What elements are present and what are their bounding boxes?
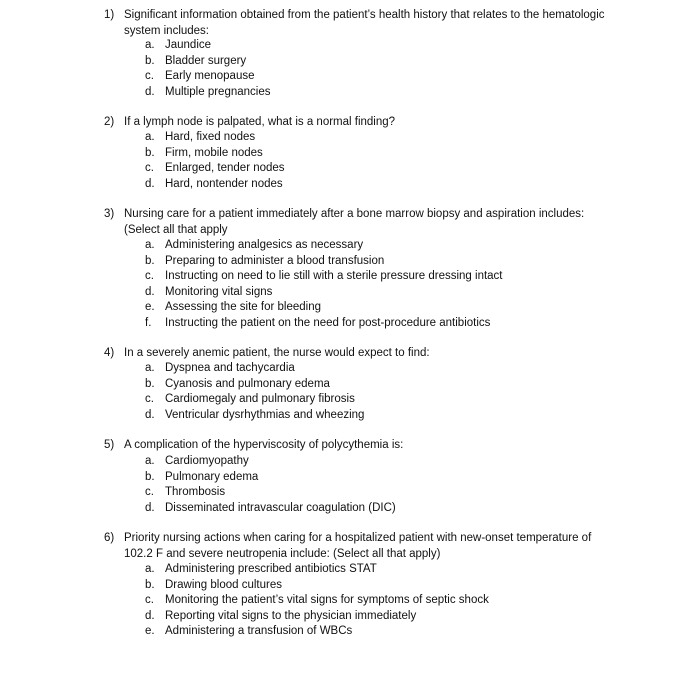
option-text: Administering analgesics as necessary <box>165 239 364 251</box>
option-a <box>0 562 700 578</box>
option-a <box>0 361 700 377</box>
option-letter: d. <box>145 501 155 514</box>
option-letter: c. <box>145 393 154 406</box>
option-letter: a. <box>145 131 155 143</box>
option-f <box>0 316 700 332</box>
option-text: Hard, nontender nodes <box>165 177 283 190</box>
option-letter: b. <box>145 377 155 390</box>
question-text: Priority nursing actions when caring for a hospitalized patient with new-onset temperature of 102.2 F and severe neutropenia include: (Select all that apply) <box>124 532 592 560</box>
option-letter: a. <box>145 362 155 374</box>
option-c <box>0 269 700 285</box>
option-c <box>0 392 700 408</box>
option-text: Instructing on need to lie still with a sterile pressure dressing intact <box>165 270 503 283</box>
option-letter: d. <box>145 177 155 190</box>
question-text: Nursing care for a patient immediately after a bone marrow biopsy and aspiration includes: (Select all that apply <box>124 208 585 236</box>
option-letter: e. <box>145 625 155 638</box>
option-text: Assessing the site for bleeding <box>165 301 321 314</box>
option-b <box>0 377 700 393</box>
option-letter: b. <box>145 578 155 591</box>
question-text: In a severely anemic patient, the nurse would expect to find: <box>124 347 430 359</box>
option-letter: a. <box>145 239 155 251</box>
option-text: Ventricular dysrhythmias and wheezing <box>165 408 365 421</box>
option-letter: c. <box>145 486 154 499</box>
option-d <box>0 85 700 101</box>
option-letter: d. <box>145 408 155 421</box>
option-d <box>0 177 700 193</box>
question-number: 5) <box>104 439 115 451</box>
option-text: Drawing blood cultures <box>165 578 282 591</box>
option-text: Firm, mobile nodes <box>165 146 263 159</box>
option-text: Early menopause <box>165 70 255 83</box>
option-b <box>0 254 700 270</box>
question-number: 6) <box>104 532 115 544</box>
option-text: Thrombosis <box>165 486 226 499</box>
option-d <box>0 501 700 517</box>
question-text: If a lymph node is palpated, what is a normal finding? <box>124 116 396 128</box>
option-letter: b. <box>145 54 155 67</box>
option-letter: d. <box>145 609 155 622</box>
option-letter: a. <box>145 455 155 467</box>
option-letter: b. <box>145 146 155 159</box>
option-d <box>0 285 700 301</box>
option-text: Disseminated intravascular coagulation (DIC) <box>165 501 396 514</box>
option-letter: c. <box>145 270 154 283</box>
option-letter: b. <box>145 254 155 267</box>
option-text: Jaundice <box>165 39 212 51</box>
option-text: Hard, fixed nodes <box>165 131 256 143</box>
option-a <box>0 130 700 146</box>
option-text: Administering a transfusion of WBCs <box>165 625 353 638</box>
option-letter: c. <box>145 70 154 83</box>
question-number: 3) <box>104 208 115 220</box>
option-text: Monitoring the patient’s vital signs for symptoms of septic shock <box>165 594 489 607</box>
option-a <box>0 38 700 54</box>
option-c <box>0 161 700 177</box>
option-text: Reporting vital signs to the physician immediately <box>165 609 417 622</box>
question-number: 4) <box>104 347 115 359</box>
question-text: Significant information obtained from the patient’s health history that relates to the hematologic system includes: <box>124 9 605 37</box>
option-c <box>0 69 700 85</box>
option-letter: e. <box>145 301 155 314</box>
option-a <box>0 238 700 254</box>
option-letter: b. <box>145 470 155 483</box>
option-text: Cardiomyopathy <box>165 455 249 467</box>
option-text: Bladder surgery <box>165 54 247 67</box>
option-text: Pulmonary edema <box>165 470 259 483</box>
option-e <box>0 300 700 316</box>
option-text: Instructing the patient on the need for post-procedure antibiotics <box>165 317 491 329</box>
option-letter: c. <box>145 594 154 607</box>
option-c <box>0 593 700 609</box>
option-letter: c. <box>145 162 154 175</box>
option-b <box>0 470 700 486</box>
option-d <box>0 609 700 625</box>
option-text: Multiple pregnancies <box>165 85 271 98</box>
option-d <box>0 408 700 424</box>
option-letter: d. <box>145 285 155 298</box>
question-number: 1) <box>104 9 115 21</box>
option-letter: a. <box>145 563 155 575</box>
option-b <box>0 578 700 594</box>
option-text: Monitoring vital signs <box>165 285 273 298</box>
option-text: Cardiomegaly and pulmonary fibrosis <box>165 393 355 406</box>
option-letter: a. <box>145 39 155 51</box>
option-text: Enlarged, tender nodes <box>165 162 285 175</box>
option-b <box>0 54 700 70</box>
option-c <box>0 485 700 501</box>
option-text: Dyspnea and tachycardia <box>165 362 295 374</box>
option-b <box>0 146 700 162</box>
option-letter: d. <box>145 85 155 98</box>
question-number: 2) <box>104 116 115 128</box>
option-letter: f. <box>145 317 152 329</box>
option-text: Administering prescribed antibiotics STAT <box>165 563 377 575</box>
option-text: Preparing to administer a blood transfusion <box>165 254 385 267</box>
option-a <box>0 454 700 470</box>
option-e <box>0 624 700 640</box>
option-text: Cyanosis and pulmonary edema <box>165 377 330 390</box>
question-text: A complication of the hyperviscosity of polycythemia is: <box>124 439 404 451</box>
